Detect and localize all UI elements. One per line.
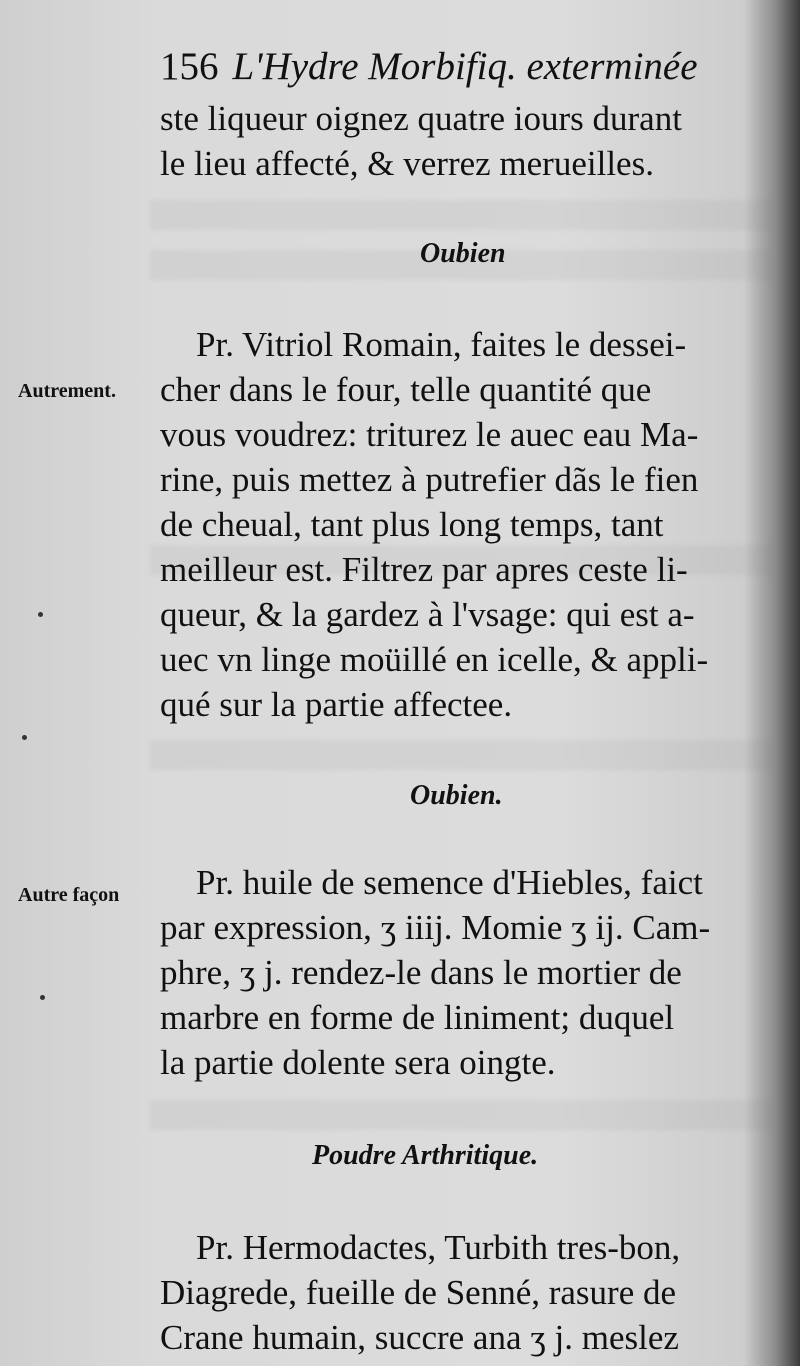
text-line: Crane humain, succre ana ʒ j. meslez bbox=[160, 1318, 679, 1357]
section-heading: Oubien bbox=[420, 238, 506, 269]
recipe-paragraph bbox=[160, 860, 710, 1085]
show-through bbox=[150, 740, 770, 770]
recipe-paragraph bbox=[160, 1225, 680, 1360]
ink-speck bbox=[22, 735, 27, 740]
text-line: rine, puis mettez à putrefier dãs le fien bbox=[160, 460, 699, 499]
text-line: phre, ʒ j. rendez-le dans le mortier de bbox=[160, 953, 682, 992]
text-line: cher dans le four, telle quantité que bbox=[160, 370, 652, 409]
text-line: marbre en forme de liniment; duquel bbox=[160, 998, 675, 1037]
margin-note: Autrement. bbox=[18, 380, 116, 402]
ink-speck bbox=[38, 612, 43, 617]
text-line: de cheual, tant plus long temps, tant bbox=[160, 505, 664, 544]
text-line: Pr. Hermodactes, Turbith tres-bon, bbox=[196, 1228, 681, 1267]
text-line: uec vn linge moüillé en icelle, & appli- bbox=[160, 640, 709, 679]
margin-note: Autre façon bbox=[18, 884, 120, 906]
text-line: vous voudrez: triturez le auec eau Ma- bbox=[160, 415, 699, 454]
text-line: le lieu affecté, & verrez merueilles. bbox=[160, 144, 654, 183]
show-through bbox=[150, 200, 770, 230]
text-line: ste liqueur oignez quatre iours durant bbox=[160, 99, 682, 138]
paragraph-continued bbox=[160, 96, 682, 186]
show-through bbox=[150, 1100, 770, 1130]
text-line: par expression, ʒ iiij. Momie ʒ ij. Cam- bbox=[160, 908, 711, 947]
recipe-paragraph bbox=[160, 322, 708, 727]
text-line: queur, & la gardez à l'vsage: qui est a- bbox=[160, 595, 695, 634]
running-title: L'Hydre Morbifiq. exterminée bbox=[232, 45, 698, 88]
text-line: Diagrede, fueille de Senné, rasure de bbox=[160, 1273, 677, 1312]
text-line: Pr. Vitriol Romain, faites le dessei- bbox=[196, 325, 687, 364]
running-header bbox=[160, 44, 698, 89]
ink-speck bbox=[40, 995, 45, 1000]
text-line: Pr. huile de semence d'Hiebles, faict bbox=[196, 863, 703, 902]
page-number: 156 bbox=[160, 45, 219, 88]
text-line: la partie dolente sera oingte. bbox=[160, 1043, 556, 1082]
section-heading: Oubien. bbox=[410, 780, 503, 811]
section-heading: Poudre Arthritique. bbox=[312, 1140, 539, 1171]
text-line: meilleur est. Filtrez par apres ceste li- bbox=[160, 550, 688, 589]
text-line: qué sur la partie affectee. bbox=[160, 685, 513, 724]
